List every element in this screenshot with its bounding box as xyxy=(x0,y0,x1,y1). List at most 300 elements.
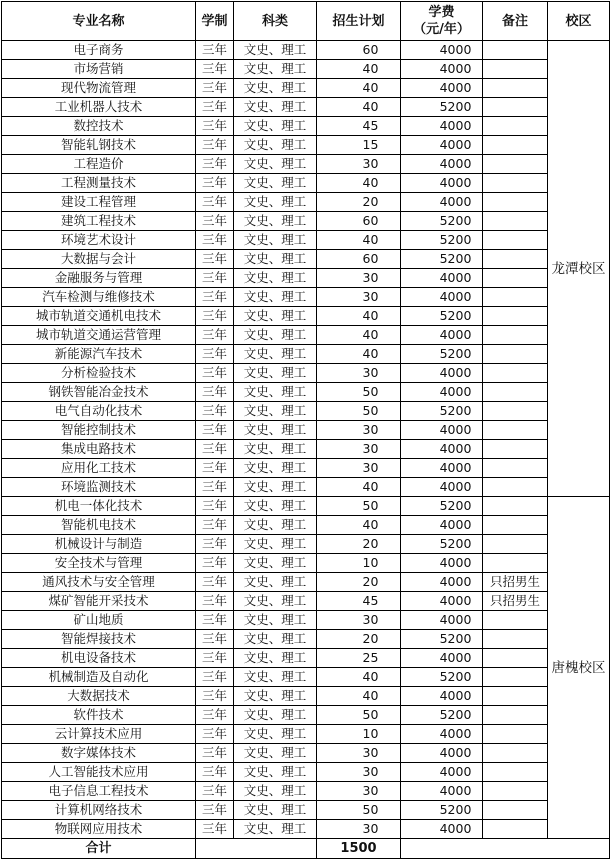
duration-cell[interactable]: 三年 xyxy=(196,288,234,307)
major-cell[interactable]: 金融服务与管理 xyxy=(2,269,196,288)
fee-cell[interactable] xyxy=(401,687,483,706)
fee-cell-value: 4000 xyxy=(439,327,472,342)
header-subject: 科类 xyxy=(234,2,317,41)
fee-cell[interactable] xyxy=(401,782,483,801)
fee-cell[interactable] xyxy=(401,98,483,117)
major-cell[interactable]: 数字媒体技术 xyxy=(2,744,196,763)
fee-cell[interactable] xyxy=(401,41,483,60)
plan-cell[interactable] xyxy=(317,402,401,421)
fee-cell[interactable] xyxy=(401,516,483,535)
remark-cell[interactable] xyxy=(483,326,548,345)
fee-cell[interactable] xyxy=(401,649,483,668)
subject-cell[interactable]: 文史、理工 xyxy=(234,440,317,459)
duration-cell[interactable]: 三年 xyxy=(196,706,234,725)
plan-cell[interactable] xyxy=(317,364,401,383)
plan-cell[interactable] xyxy=(317,250,401,269)
duration-cell[interactable]: 三年 xyxy=(196,611,234,630)
remark-cell[interactable] xyxy=(483,250,548,269)
subject-cell[interactable]: 文史、理工 xyxy=(234,668,317,687)
major-cell[interactable]: 应用化工技术 xyxy=(2,459,196,478)
plan-cell-value: 30 xyxy=(362,156,379,171)
remark-cell[interactable] xyxy=(483,345,548,364)
remark-cell[interactable] xyxy=(483,668,548,687)
major-cell[interactable]: 建设工程管理 xyxy=(2,193,196,212)
major-cell[interactable]: 环境艺术设计 xyxy=(2,231,196,250)
fee-cell[interactable] xyxy=(401,60,483,79)
major-cell[interactable]: 环境监测技术 xyxy=(2,478,196,497)
remark-cell[interactable] xyxy=(483,212,548,231)
major-cell[interactable]: 数控技术 xyxy=(2,117,196,136)
major-cell[interactable]: 云计算技术应用 xyxy=(2,725,196,744)
remark-cell[interactable] xyxy=(483,725,548,744)
plan-cell[interactable] xyxy=(317,421,401,440)
remark-cell[interactable] xyxy=(483,649,548,668)
plan-cell[interactable] xyxy=(317,687,401,706)
plan-cell[interactable] xyxy=(317,554,401,573)
subject-cell[interactable]: 文史、理工 xyxy=(234,250,317,269)
subject-cell[interactable]: 文史、理工 xyxy=(234,497,317,516)
major-cell[interactable]: 机械制造及自动化 xyxy=(2,668,196,687)
major-cell[interactable]: 钢铁智能冶金技术 xyxy=(2,383,196,402)
remark-cell[interactable] xyxy=(483,744,548,763)
plan-cell[interactable] xyxy=(317,136,401,155)
remark-cell[interactable] xyxy=(483,174,548,193)
table-row xyxy=(2,516,610,535)
plan-cell-value: 40 xyxy=(362,175,379,190)
remark-cell[interactable] xyxy=(483,440,548,459)
fee-cell[interactable] xyxy=(401,174,483,193)
duration-cell[interactable]: 三年 xyxy=(196,174,234,193)
plan-cell[interactable] xyxy=(317,611,401,630)
remark-cell[interactable] xyxy=(483,136,548,155)
fee-cell[interactable] xyxy=(401,478,483,497)
fee-cell[interactable] xyxy=(401,801,483,820)
fee-cell[interactable] xyxy=(401,402,483,421)
subject-cell[interactable]: 文史、理工 xyxy=(234,212,317,231)
plan-cell[interactable] xyxy=(317,820,401,839)
total-label[interactable]: 合计 xyxy=(2,839,196,859)
plan-cell-value: 30 xyxy=(362,783,379,798)
duration-cell[interactable]: 三年 xyxy=(196,345,234,364)
subject-cell[interactable]: 文史、理工 xyxy=(234,573,317,592)
fee-cell-value: 4000 xyxy=(439,384,472,399)
plan-cell[interactable] xyxy=(317,706,401,725)
major-cell[interactable]: 人工智能技术应用 xyxy=(2,763,196,782)
campus-cell[interactable]: 龙潭校区 xyxy=(548,41,610,497)
plan-cell[interactable] xyxy=(317,668,401,687)
subject-cell[interactable]: 文史、理工 xyxy=(234,706,317,725)
remark-cell[interactable] xyxy=(483,421,548,440)
plan-cell[interactable] xyxy=(317,725,401,744)
subject-cell[interactable]: 文史、理工 xyxy=(234,98,317,117)
remark-cell[interactable] xyxy=(483,402,548,421)
table-row xyxy=(2,231,610,250)
subject-cell[interactable]: 文史、理工 xyxy=(234,478,317,497)
major-cell[interactable]: 工业机器人技术 xyxy=(2,98,196,117)
plan-cell[interactable] xyxy=(317,155,401,174)
plan-cell[interactable] xyxy=(317,440,401,459)
major-cell[interactable]: 大数据与会计 xyxy=(2,250,196,269)
plan-cell-value: 10 xyxy=(362,726,379,741)
major-cell[interactable]: 安全技术与管理 xyxy=(2,554,196,573)
subject-cell[interactable]: 文史、理工 xyxy=(234,364,317,383)
duration-cell[interactable]: 三年 xyxy=(196,687,234,706)
plan-cell[interactable] xyxy=(317,60,401,79)
subject-cell[interactable]: 文史、理工 xyxy=(234,801,317,820)
plan-cell[interactable] xyxy=(317,744,401,763)
plan-cell[interactable] xyxy=(317,649,401,668)
duration-cell[interactable]: 三年 xyxy=(196,79,234,98)
fee-cell[interactable] xyxy=(401,364,483,383)
remark-cell[interactable] xyxy=(483,687,548,706)
fee-cell-value: 5200 xyxy=(439,213,472,228)
duration-cell[interactable]: 三年 xyxy=(196,497,234,516)
subject-cell[interactable]: 文史、理工 xyxy=(234,117,317,136)
major-cell[interactable]: 工程测量技术 xyxy=(2,174,196,193)
major-cell[interactable]: 电子商务 xyxy=(2,41,196,60)
table-row xyxy=(2,744,610,763)
fee-cell-value: 4000 xyxy=(439,365,472,380)
fee-cell[interactable] xyxy=(401,155,483,174)
major-cell[interactable]: 物联网应用技术 xyxy=(2,820,196,839)
plan-cell[interactable] xyxy=(317,326,401,345)
fee-cell[interactable] xyxy=(401,79,483,98)
fee-cell[interactable] xyxy=(401,497,483,516)
fee-cell[interactable] xyxy=(401,250,483,269)
major-cell[interactable]: 新能源汽车技术 xyxy=(2,345,196,364)
plan-cell[interactable] xyxy=(317,497,401,516)
subject-cell[interactable]: 文史、理工 xyxy=(234,231,317,250)
fee-cell[interactable] xyxy=(401,269,483,288)
duration-cell[interactable]: 三年 xyxy=(196,478,234,497)
remark-cell[interactable] xyxy=(483,611,548,630)
plan-cell-value: 30 xyxy=(362,821,379,836)
fee-cell[interactable] xyxy=(401,611,483,630)
plan-cell[interactable] xyxy=(317,763,401,782)
major-cell[interactable]: 工程造价 xyxy=(2,155,196,174)
table-row xyxy=(2,98,610,117)
duration-cell[interactable]: 三年 xyxy=(196,193,234,212)
duration-cell[interactable]: 三年 xyxy=(196,231,234,250)
duration-cell[interactable]: 三年 xyxy=(196,535,234,554)
remark-cell[interactable] xyxy=(483,630,548,649)
duration-cell[interactable]: 三年 xyxy=(196,155,234,174)
fee-cell-value: 4000 xyxy=(439,783,472,798)
remark-cell[interactable] xyxy=(483,193,548,212)
major-cell[interactable]: 通风技术与安全管理 xyxy=(2,573,196,592)
major-cell[interactable]: 电气自动化技术 xyxy=(2,402,196,421)
remark-cell[interactable] xyxy=(483,98,548,117)
subject-cell[interactable]: 文史、理工 xyxy=(234,383,317,402)
plan-cell[interactable] xyxy=(317,117,401,136)
subject-cell[interactable]: 文史、理工 xyxy=(234,554,317,573)
duration-cell[interactable]: 三年 xyxy=(196,41,234,60)
subject-cell[interactable]: 文史、理工 xyxy=(234,60,317,79)
plan-cell-value: 60 xyxy=(362,251,379,266)
remark-cell[interactable] xyxy=(483,231,548,250)
remark-cell[interactable] xyxy=(483,535,548,554)
remark-cell[interactable] xyxy=(483,288,548,307)
enrollment-table xyxy=(1,1,610,859)
fee-cell-value: 4000 xyxy=(439,517,472,532)
duration-cell[interactable]: 三年 xyxy=(196,421,234,440)
subject-cell[interactable]: 文史、理工 xyxy=(234,782,317,801)
duration-cell[interactable]: 三年 xyxy=(196,725,234,744)
plan-cell[interactable] xyxy=(317,288,401,307)
plan-cell-value: 15 xyxy=(362,137,379,152)
plan-cell[interactable] xyxy=(317,212,401,231)
plan-cell[interactable] xyxy=(317,459,401,478)
subject-cell[interactable]: 文史、理工 xyxy=(234,41,317,60)
duration-cell[interactable]: 三年 xyxy=(196,763,234,782)
fee-cell[interactable] xyxy=(401,212,483,231)
table-row xyxy=(2,60,610,79)
major-cell[interactable]: 建筑工程技术 xyxy=(2,212,196,231)
remark-cell[interactable] xyxy=(483,117,548,136)
remark-cell[interactable] xyxy=(483,155,548,174)
duration-cell[interactable]: 三年 xyxy=(196,649,234,668)
remark-cell[interactable] xyxy=(483,782,548,801)
table-row xyxy=(2,706,610,725)
plan-cell-value: 20 xyxy=(362,631,379,646)
table-row xyxy=(2,326,610,345)
header-fee-line1: 学费 xyxy=(428,5,455,20)
plan-cell[interactable] xyxy=(317,592,401,611)
fee-cell[interactable] xyxy=(401,820,483,839)
fee-cell[interactable] xyxy=(401,573,483,592)
subject-cell[interactable]: 文史、理工 xyxy=(234,345,317,364)
remark-cell[interactable]: 只招男生 xyxy=(483,592,548,611)
table-row xyxy=(2,193,610,212)
subject-cell[interactable]: 文史、理工 xyxy=(234,592,317,611)
duration-cell[interactable]: 三年 xyxy=(196,364,234,383)
major-cell[interactable]: 分析检验技术 xyxy=(2,364,196,383)
fee-cell[interactable] xyxy=(401,668,483,687)
major-cell[interactable]: 智能控制技术 xyxy=(2,421,196,440)
fee-cell[interactable] xyxy=(401,535,483,554)
subject-cell[interactable]: 文史、理工 xyxy=(234,611,317,630)
plan-cell[interactable] xyxy=(317,193,401,212)
major-cell[interactable]: 城市轨道交通运营管理 xyxy=(2,326,196,345)
remark-cell[interactable] xyxy=(483,763,548,782)
duration-cell[interactable]: 三年 xyxy=(196,212,234,231)
subject-cell[interactable]: 文史、理工 xyxy=(234,193,317,212)
subject-cell[interactable]: 文史、理工 xyxy=(234,687,317,706)
duration-cell[interactable]: 三年 xyxy=(196,744,234,763)
major-cell[interactable]: 大数据技术 xyxy=(2,687,196,706)
subject-cell[interactable]: 文史、理工 xyxy=(234,459,317,478)
table-body xyxy=(2,41,610,859)
fee-cell[interactable] xyxy=(401,725,483,744)
duration-cell[interactable]: 三年 xyxy=(196,440,234,459)
table-row xyxy=(2,364,610,383)
plan-cell-value: 50 xyxy=(362,384,379,399)
campus-cell[interactable]: 唐槐校区 xyxy=(548,497,610,839)
duration-cell[interactable]: 三年 xyxy=(196,592,234,611)
subject-cell[interactable]: 文史、理工 xyxy=(234,421,317,440)
plan-cell[interactable] xyxy=(317,345,401,364)
fee-cell[interactable] xyxy=(401,383,483,402)
fee-cell[interactable] xyxy=(401,117,483,136)
plan-cell[interactable] xyxy=(317,307,401,326)
subject-cell[interactable]: 文史、理工 xyxy=(234,649,317,668)
subject-cell[interactable]: 文史、理工 xyxy=(234,535,317,554)
plan-cell[interactable] xyxy=(317,801,401,820)
major-cell[interactable]: 智能焊接技术 xyxy=(2,630,196,649)
duration-cell[interactable]: 三年 xyxy=(196,668,234,687)
fee-cell-value: 5200 xyxy=(439,99,472,114)
fee-cell[interactable] xyxy=(401,345,483,364)
subject-cell[interactable]: 文史、理工 xyxy=(234,307,317,326)
table-row xyxy=(2,440,610,459)
remark-cell[interactable] xyxy=(483,383,548,402)
major-cell[interactable]: 电子信息工程技术 xyxy=(2,782,196,801)
table-row xyxy=(2,288,610,307)
fee-cell[interactable] xyxy=(401,763,483,782)
plan-cell[interactable] xyxy=(317,41,401,60)
plan-cell-value: 45 xyxy=(362,593,379,608)
fee-cell[interactable] xyxy=(401,630,483,649)
subject-cell[interactable]: 文史、理工 xyxy=(234,269,317,288)
duration-cell[interactable]: 三年 xyxy=(196,326,234,345)
fee-cell[interactable] xyxy=(401,307,483,326)
subject-cell[interactable]: 文史、理工 xyxy=(234,155,317,174)
duration-cell[interactable]: 三年 xyxy=(196,782,234,801)
subject-cell[interactable]: 文史、理工 xyxy=(234,725,317,744)
duration-cell[interactable]: 三年 xyxy=(196,459,234,478)
plan-cell[interactable] xyxy=(317,478,401,497)
duration-cell[interactable]: 三年 xyxy=(196,307,234,326)
remark-cell[interactable] xyxy=(483,79,548,98)
remark-cell[interactable] xyxy=(483,364,548,383)
duration-cell[interactable]: 三年 xyxy=(196,383,234,402)
major-cell[interactable]: 计算机网络技术 xyxy=(2,801,196,820)
subject-cell[interactable]: 文史、理工 xyxy=(234,136,317,155)
remark-cell[interactable] xyxy=(483,478,548,497)
plan-cell[interactable] xyxy=(317,98,401,117)
major-cell[interactable]: 机械设计与制造 xyxy=(2,535,196,554)
remark-cell[interactable] xyxy=(483,497,548,516)
major-cell[interactable]: 市场营销 xyxy=(2,60,196,79)
plan-cell-value: 60 xyxy=(362,42,379,57)
major-cell[interactable]: 汽车检测与维修技术 xyxy=(2,288,196,307)
remark-cell[interactable] xyxy=(483,269,548,288)
duration-cell[interactable]: 三年 xyxy=(196,60,234,79)
plan-cell[interactable] xyxy=(317,269,401,288)
duration-cell[interactable]: 三年 xyxy=(196,820,234,839)
plan-cell[interactable] xyxy=(317,174,401,193)
fee-cell[interactable] xyxy=(401,440,483,459)
duration-cell[interactable]: 三年 xyxy=(196,630,234,649)
fee-cell[interactable] xyxy=(401,288,483,307)
header-duration: 学制 xyxy=(196,2,234,41)
duration-cell[interactable]: 三年 xyxy=(196,516,234,535)
duration-cell[interactable]: 三年 xyxy=(196,136,234,155)
subject-cell[interactable]: 文史、理工 xyxy=(234,288,317,307)
subject-cell[interactable]: 文史、理工 xyxy=(234,516,317,535)
fee-cell[interactable] xyxy=(401,706,483,725)
duration-cell[interactable]: 三年 xyxy=(196,402,234,421)
fee-cell-value: 4000 xyxy=(439,61,472,76)
plan-cell[interactable] xyxy=(317,630,401,649)
major-cell[interactable]: 智能轧钢技术 xyxy=(2,136,196,155)
table-row xyxy=(2,117,610,136)
remark-cell[interactable] xyxy=(483,459,548,478)
remark-cell[interactable] xyxy=(483,307,548,326)
fee-cell-value: 5200 xyxy=(439,403,472,418)
plan-cell[interactable] xyxy=(317,573,401,592)
major-cell[interactable]: 现代物流管理 xyxy=(2,79,196,98)
fee-cell[interactable] xyxy=(401,136,483,155)
major-cell[interactable]: 城市轨道交通机电技术 xyxy=(2,307,196,326)
subject-cell[interactable]: 文史、理工 xyxy=(234,744,317,763)
duration-cell[interactable]: 三年 xyxy=(196,269,234,288)
plan-cell[interactable] xyxy=(317,516,401,535)
subject-cell[interactable]: 文史、理工 xyxy=(234,630,317,649)
major-cell[interactable]: 煤矿智能开采技术 xyxy=(2,592,196,611)
subject-cell[interactable]: 文史、理工 xyxy=(234,763,317,782)
plan-cell[interactable] xyxy=(317,231,401,250)
subject-cell[interactable]: 文史、理工 xyxy=(234,174,317,193)
total-plan[interactable]: 1500 xyxy=(317,839,401,859)
remark-cell[interactable]: 只招男生 xyxy=(483,573,548,592)
major-cell[interactable]: 软件技术 xyxy=(2,706,196,725)
plan-cell-value: 30 xyxy=(362,441,379,456)
major-cell[interactable]: 矿山地质 xyxy=(2,611,196,630)
subject-cell[interactable]: 文史、理工 xyxy=(234,326,317,345)
table-row xyxy=(2,554,610,573)
major-cell[interactable]: 机电一体化技术 xyxy=(2,497,196,516)
fee-cell[interactable] xyxy=(401,592,483,611)
plan-cell[interactable] xyxy=(317,782,401,801)
fee-cell[interactable] xyxy=(401,326,483,345)
remark-cell[interactable] xyxy=(483,706,548,725)
subject-cell[interactable]: 文史、理工 xyxy=(234,402,317,421)
major-cell[interactable]: 机电设备技术 xyxy=(2,649,196,668)
subject-cell[interactable]: 文史、理工 xyxy=(234,820,317,839)
remark-cell[interactable] xyxy=(483,41,548,60)
duration-cell[interactable]: 三年 xyxy=(196,573,234,592)
plan-cell-value: 25 xyxy=(362,650,379,665)
duration-cell[interactable]: 三年 xyxy=(196,554,234,573)
major-cell[interactable]: 智能机电技术 xyxy=(2,516,196,535)
duration-cell[interactable]: 三年 xyxy=(196,801,234,820)
remark-cell[interactable] xyxy=(483,60,548,79)
fee-cell[interactable] xyxy=(401,231,483,250)
remark-cell[interactable] xyxy=(483,554,548,573)
plan-cell[interactable] xyxy=(317,535,401,554)
fee-cell[interactable] xyxy=(401,554,483,573)
plan-cell[interactable] xyxy=(317,383,401,402)
table-row xyxy=(2,592,610,611)
fee-cell[interactable] xyxy=(401,459,483,478)
fee-cell[interactable] xyxy=(401,421,483,440)
remark-cell[interactable] xyxy=(483,820,548,839)
plan-cell[interactable] xyxy=(317,79,401,98)
plan-cell-value: 50 xyxy=(362,403,379,418)
remark-cell[interactable] xyxy=(483,801,548,820)
fee-cell[interactable] xyxy=(401,744,483,763)
fee-cell-value: 4000 xyxy=(439,441,472,456)
plan-cell-value: 40 xyxy=(362,99,379,114)
duration-cell[interactable]: 三年 xyxy=(196,117,234,136)
major-cell[interactable]: 集成电路技术 xyxy=(2,440,196,459)
duration-cell[interactable]: 三年 xyxy=(196,98,234,117)
subject-cell[interactable]: 文史、理工 xyxy=(234,79,317,98)
remark-cell[interactable] xyxy=(483,516,548,535)
fee-cell[interactable] xyxy=(401,193,483,212)
duration-cell[interactable]: 三年 xyxy=(196,250,234,269)
